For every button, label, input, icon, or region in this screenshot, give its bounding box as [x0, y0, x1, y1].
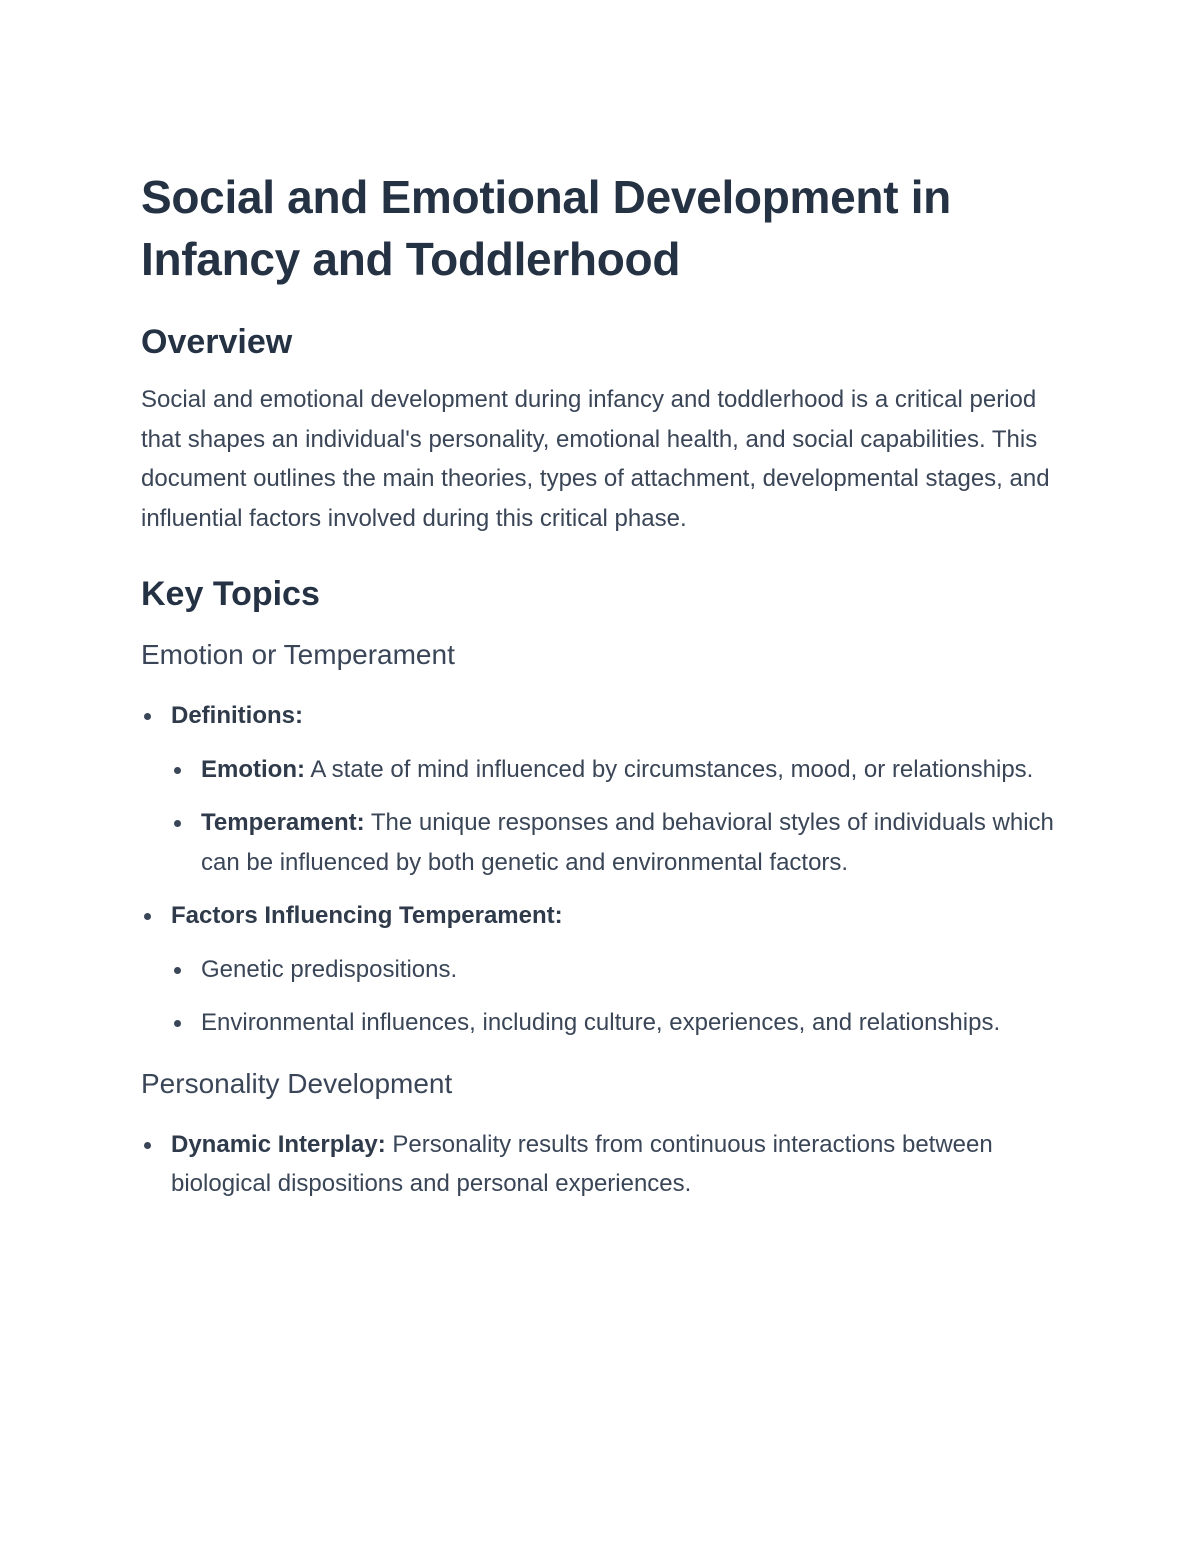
emotion-term: Emotion:: [201, 755, 305, 783]
interplay-definition: Personality results from continuous interactions between biological dispositions and personal experiences.: [171, 1130, 993, 1197]
personality-development-heading: Personality Development: [141, 1067, 453, 1099]
list-item-factor-genetic: Genetic predispositions.: [171, 950, 1061, 990]
document-page: [141, 166, 1061, 1204]
temperament-definition: The unique responses and behavioral styles of individuals which can be influenced by both genetic and environmental factors.: [201, 809, 1054, 876]
list-item-definitions: [141, 696, 1061, 882]
temperament-term: Temperament:: [201, 809, 365, 836]
list-item-temperament: [171, 803, 1061, 882]
list-item-factor-environmental: Environmental influences, including culture, experiences, and relationships.: [171, 1003, 1061, 1043]
overview-heading: Overview: [141, 323, 293, 361]
interplay-term: Dynamic Interplay:: [171, 1130, 386, 1158]
list-item-factors: [141, 896, 1061, 1043]
definitions-sublist: [171, 750, 1061, 883]
document-title: Social and Emotional Development in Infancy and Toddlerhood: [141, 171, 951, 285]
personality-list: [141, 1125, 1061, 1204]
factors-label: Factors Influencing Temperament:: [171, 902, 563, 929]
factors-sublist: [171, 950, 1061, 1043]
definitions-label: Definitions:: [171, 702, 303, 729]
key-topics-heading: Key Topics: [141, 575, 320, 613]
list-item-emotion: [171, 750, 1061, 790]
overview-paragraph: Social and emotional development during infancy and toddlerhood is a critical period that shapes an individual's personality, emotional health, and social capabilities. This document outlines the main theories, types of attachment, developmental stages, and influential factors involved during this critical phase.: [141, 386, 1050, 532]
emotion-list: [141, 696, 1061, 1043]
emotion-temperament-heading: Emotion or Temperament: [141, 639, 455, 670]
list-item-dynamic-interplay: [141, 1125, 1061, 1204]
emotion-definition: A state of mind influenced by circumstances, mood, or relationships.: [304, 755, 1034, 783]
